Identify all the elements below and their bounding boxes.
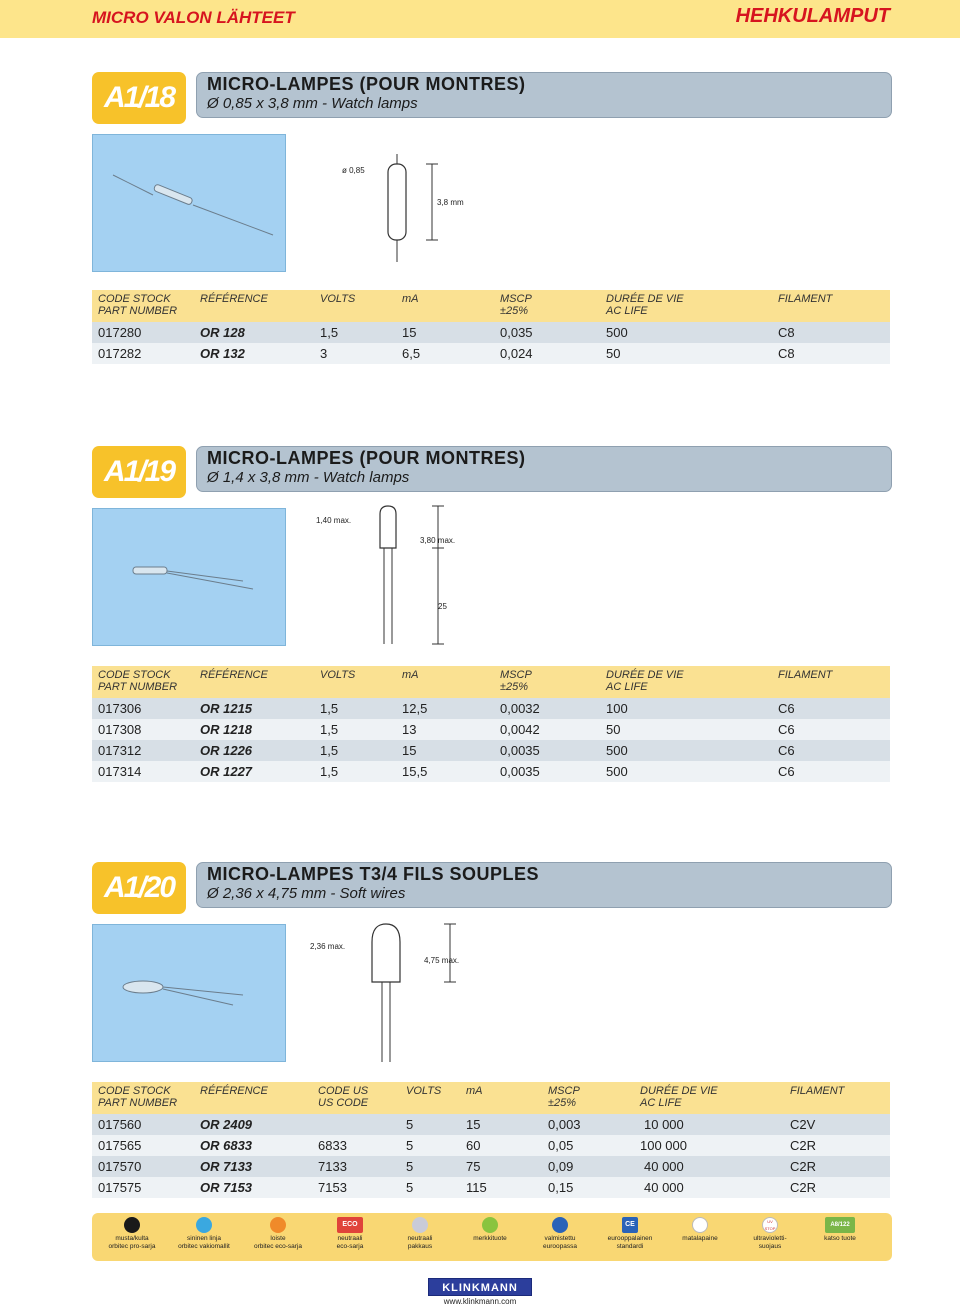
table-row xyxy=(92,740,890,761)
cell-reference: OR 2409 xyxy=(200,1117,253,1132)
cell-mscp: 0,15 xyxy=(548,1180,574,1195)
cell-part-number: 017565 xyxy=(98,1138,142,1153)
table-row xyxy=(92,322,890,343)
legend-item xyxy=(310,1217,390,1251)
eco-icon: ECO xyxy=(337,1217,363,1233)
section-code-badge: A1/19 xyxy=(92,446,186,498)
table-row xyxy=(92,1156,890,1177)
legend-label: neutraali xyxy=(337,1235,363,1242)
legend-label: valmistettu xyxy=(544,1235,576,1242)
section-title-box xyxy=(196,72,892,118)
cell-filament: C6 xyxy=(778,743,795,758)
legend-label-2: orbitec pro-sarja xyxy=(108,1243,156,1250)
col-part-number: CODE STOCK PART NUMBER xyxy=(98,669,178,693)
table-row xyxy=(92,761,890,782)
table-header xyxy=(92,290,890,322)
legend-label-2: euroopassa xyxy=(543,1243,577,1250)
cell-mscp: 0,05 xyxy=(548,1138,574,1153)
cell-life: 40 000 xyxy=(644,1159,684,1174)
col-life: DURÉE DE VIE AC LIFE xyxy=(606,293,684,317)
cell-mscp: 0,035 xyxy=(500,325,533,340)
legend-label-2: standardi xyxy=(616,1243,644,1250)
section-title-box xyxy=(196,862,892,908)
col-life: DURÉE DE VIE AC LIFE xyxy=(606,669,684,693)
cell-part-number: 017306 xyxy=(98,701,142,716)
cell-volts: 3 xyxy=(320,346,328,361)
col-mscp: MSCP ±25% xyxy=(548,1085,580,1109)
see-product-icon: A8/122 xyxy=(825,1217,855,1233)
cell-volts: 1,5 xyxy=(320,325,339,340)
col-reference: RÉFÉRENCE xyxy=(200,1085,268,1097)
cell-part-number: 017280 xyxy=(98,325,142,340)
cell-ma: 60 xyxy=(466,1138,481,1153)
cell-filament: C6 xyxy=(778,701,795,716)
table-row xyxy=(92,1114,890,1135)
top-banner xyxy=(0,0,960,38)
legend-label-2: suojaus xyxy=(758,1243,782,1250)
diameter-label: 1,40 max. xyxy=(316,516,352,525)
col-volts: VOLTS xyxy=(320,293,356,305)
category-title: MICRO VALON LÄHTEET xyxy=(92,8,295,27)
cell-life: 50 xyxy=(606,722,621,737)
legend-label-2: eco-sarja xyxy=(336,1243,364,1250)
cell-filament: C2R xyxy=(790,1138,817,1153)
table-row xyxy=(92,698,890,719)
lamp-photo xyxy=(92,508,286,646)
col-ma: mA xyxy=(466,1085,483,1097)
cell-volts: 1,5 xyxy=(320,701,339,716)
table-row xyxy=(92,343,890,364)
lamp-photo-image xyxy=(93,509,286,646)
cell-mscp: 0,0035 xyxy=(500,764,540,779)
table-body xyxy=(92,698,890,782)
spec-table xyxy=(92,1082,890,1198)
cell-mscp: 0,0035 xyxy=(500,743,540,758)
cell-filament: C2R xyxy=(790,1159,817,1174)
legend-item xyxy=(450,1217,530,1243)
legend-label: katso tuote xyxy=(824,1235,856,1242)
website-link[interactable]: www.klinkmann.com xyxy=(443,1297,517,1306)
cell-reference: OR 132 xyxy=(200,346,245,361)
blue-line-icon xyxy=(196,1217,212,1233)
section-subtitle: Ø 2,36 x 4,75 mm - Soft wires xyxy=(207,885,406,902)
legend-label: neutraali xyxy=(407,1235,433,1242)
brand-icon xyxy=(482,1217,498,1233)
section-title-box xyxy=(196,446,892,492)
table-row xyxy=(92,1135,890,1156)
table-header xyxy=(92,666,890,698)
cell-reference: OR 1227 xyxy=(200,764,253,779)
legend-item xyxy=(520,1217,600,1251)
table-row xyxy=(92,1177,890,1198)
cell-filament: C6 xyxy=(778,722,795,737)
cell-part-number: 017308 xyxy=(98,722,142,737)
glow-icon xyxy=(270,1217,286,1233)
ce-icon: CE xyxy=(622,1217,638,1233)
dimension-diagram xyxy=(362,922,482,1072)
length-label: 4,75 max. xyxy=(424,956,460,965)
cell-mscp: 0,0042 xyxy=(500,722,540,737)
cell-life: 40 000 xyxy=(644,1180,684,1195)
cell-reference: OR 7153 xyxy=(200,1180,253,1195)
length-label: 3,8 mm xyxy=(437,198,464,207)
cell-ma: 15 xyxy=(402,743,417,758)
col-ma: mA xyxy=(402,293,419,305)
col-part-number: CODE STOCK PART NUMBER xyxy=(98,293,178,317)
table-header xyxy=(92,1082,890,1114)
cell-ma: 15 xyxy=(466,1117,481,1132)
cell-volts: 5 xyxy=(406,1159,414,1174)
section-a1-18 xyxy=(92,72,892,372)
cell-reference: OR 1226 xyxy=(200,743,253,758)
diameter-label: ø 0,85 xyxy=(342,166,365,175)
table-body xyxy=(92,322,890,364)
col-part-number: CODE STOCK PART NUMBER xyxy=(98,1085,178,1109)
section-title: MICRO-LAMPES (POUR MONTRES) xyxy=(207,74,526,94)
cell-life: 50 xyxy=(606,346,621,361)
spec-table xyxy=(92,290,890,364)
cell-mscp: 0,0032 xyxy=(500,701,540,716)
cell-life: 500 xyxy=(606,743,628,758)
legend-bar xyxy=(92,1213,892,1261)
cell-us-code: 7133 xyxy=(318,1159,347,1174)
col-filament: FILAMENT xyxy=(790,1085,845,1097)
cell-ma: 6,5 xyxy=(402,346,421,361)
cell-us-code: 7153 xyxy=(318,1180,347,1195)
neutral-pack-icon xyxy=(412,1217,428,1233)
length-label: 3,80 max. xyxy=(420,536,456,545)
legend-item xyxy=(380,1217,460,1251)
section-subtitle: Ø 0,85 x 3,8 mm - Watch lamps xyxy=(207,95,418,112)
cell-ma: 15 xyxy=(402,325,417,340)
legend-label-2: orbitec eco-sarja xyxy=(253,1243,303,1250)
cell-volts: 5 xyxy=(406,1180,414,1195)
cell-mscp: 0,024 xyxy=(500,346,533,361)
legend-item xyxy=(800,1217,880,1243)
lamp-photo xyxy=(92,134,286,272)
cell-reference: OR 6833 xyxy=(200,1138,253,1153)
section-code-badge: A1/20 xyxy=(92,862,186,914)
col-reference: RÉFÉRENCE xyxy=(200,669,268,681)
legend-label: loiste xyxy=(270,1235,286,1242)
cell-part-number: 017575 xyxy=(98,1180,142,1195)
section-a1-19 xyxy=(92,446,892,786)
cell-mscp: 0,003 xyxy=(548,1117,581,1132)
legend-item xyxy=(238,1217,318,1251)
eu-made-icon xyxy=(552,1217,568,1233)
col-reference: RÉFÉRENCE xyxy=(200,293,268,305)
product-group-title: HEHKULAMPUT xyxy=(735,5,890,27)
diameter-label: 2,36 max. xyxy=(310,942,346,951)
cell-filament: C6 xyxy=(778,764,795,779)
col-mscp: MSCP ±25% xyxy=(500,669,532,693)
cell-reference: OR 1215 xyxy=(200,701,253,716)
lamp-photo-image xyxy=(93,135,286,272)
legend-label-2: pakkaus xyxy=(407,1243,433,1250)
col-volts: VOLTS xyxy=(320,669,356,681)
section-subtitle: Ø 1,4 x 3,8 mm - Watch lamps xyxy=(207,469,410,486)
lamp-photo-image xyxy=(93,925,286,1062)
cell-ma: 12,5 xyxy=(402,701,428,716)
wire-length-label: 25 xyxy=(438,602,447,611)
cell-ma: 15,5 xyxy=(402,764,428,779)
section-a1-20 xyxy=(92,862,892,1202)
cell-volts: 5 xyxy=(406,1138,414,1153)
cell-filament: C2R xyxy=(790,1180,817,1195)
table-body xyxy=(92,1114,890,1198)
legend-label: eurooppalainen xyxy=(607,1235,653,1242)
cell-filament: C8 xyxy=(778,325,795,340)
cell-part-number: 017312 xyxy=(98,743,142,758)
uv-stop-icon: UV STOP xyxy=(762,1217,778,1233)
legend-label-2: orbitec vakiomallit xyxy=(178,1243,230,1250)
legend-label: sininen linja xyxy=(187,1235,221,1242)
cell-part-number: 017560 xyxy=(98,1117,142,1132)
cell-reference: OR 128 xyxy=(200,325,245,340)
cell-life: 500 xyxy=(606,764,628,779)
cell-life: 500 xyxy=(606,325,628,340)
cell-reference: OR 1218 xyxy=(200,722,253,737)
cell-volts: 1,5 xyxy=(320,743,339,758)
cell-volts: 1,5 xyxy=(320,722,339,737)
legend-label: merkkituote xyxy=(473,1235,507,1242)
lamp-photo xyxy=(92,924,286,1062)
legend-label: matalapaine xyxy=(682,1235,718,1242)
cell-part-number: 017282 xyxy=(98,346,142,361)
col-mscp: MSCP ±25% xyxy=(500,293,532,317)
cell-life: 100 000 xyxy=(640,1138,687,1153)
cell-volts: 1,5 xyxy=(320,764,339,779)
cell-volts: 5 xyxy=(406,1117,414,1132)
cell-ma: 75 xyxy=(466,1159,481,1174)
dimension-diagram xyxy=(360,504,480,654)
cell-mscp: 0,09 xyxy=(548,1159,574,1174)
cell-us-code: 6833 xyxy=(318,1138,347,1153)
spec-table xyxy=(92,666,890,782)
legend-label: ultravioletti- xyxy=(753,1235,787,1242)
col-us-code: CODE US US CODE xyxy=(318,1085,369,1109)
col-ma: mA xyxy=(402,669,419,681)
cell-part-number: 017314 xyxy=(98,764,142,779)
low-pressure-icon xyxy=(692,1217,708,1233)
black-gold-icon xyxy=(124,1217,140,1233)
legend-item xyxy=(730,1217,810,1251)
legend-item xyxy=(92,1217,172,1251)
col-filament: FILAMENT xyxy=(778,293,833,305)
cell-life: 100 xyxy=(606,701,628,716)
legend-item xyxy=(660,1217,740,1243)
cell-filament: C2V xyxy=(790,1117,816,1132)
section-title: MICRO-LAMPES T3/4 FILS SOUPLES xyxy=(207,864,540,884)
klinkmann-logo[interactable]: KLINKMANN xyxy=(428,1278,532,1296)
cell-filament: C8 xyxy=(778,346,795,361)
legend-item xyxy=(164,1217,244,1251)
col-life: DURÉE DE VIE AC LIFE xyxy=(640,1085,718,1109)
section-code-badge: A1/18 xyxy=(92,72,186,124)
col-volts: VOLTS xyxy=(406,1085,442,1097)
cell-reference: OR 7133 xyxy=(200,1159,253,1174)
cell-part-number: 017570 xyxy=(98,1159,142,1174)
section-title: MICRO-LAMPES (POUR MONTRES) xyxy=(207,448,526,468)
col-filament: FILAMENT xyxy=(778,669,833,681)
cell-ma: 115 xyxy=(466,1180,487,1195)
legend-label: musta/kulta xyxy=(115,1235,149,1242)
legend-item xyxy=(590,1217,670,1251)
table-row xyxy=(92,719,890,740)
cell-life: 10 000 xyxy=(644,1117,684,1132)
cell-ma: 13 xyxy=(402,722,417,737)
